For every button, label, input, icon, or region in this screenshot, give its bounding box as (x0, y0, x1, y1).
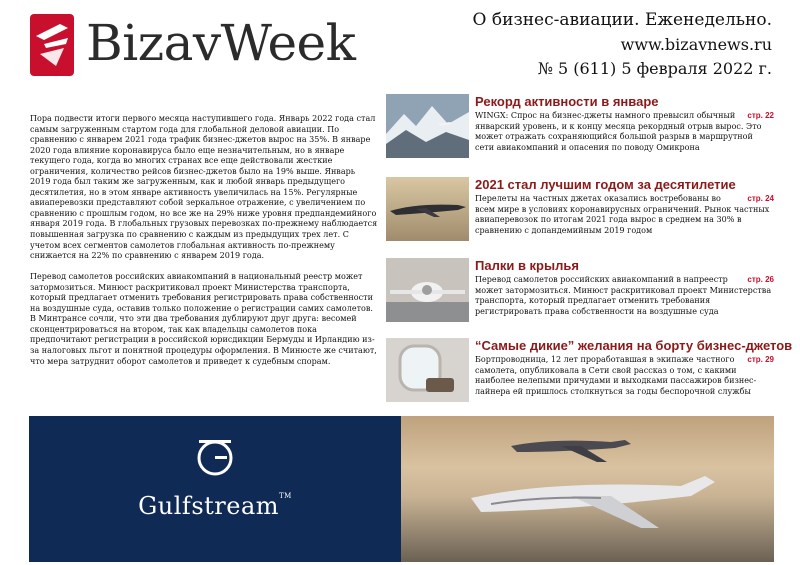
masthead-info (473, 10, 772, 79)
lead-paragraph-2: Перевод самолетов российских авиакомпаний в национальный реестр может затормозиться. Минюст раскритиковал проект Министерства транспорта, который предлагает отменить требования регистрировать права собственности на воздушные суда, оставив только положение о регистрации самих самолетов. В Минтрансе сочли, что эти два требования дублируют друг друга: весомей сконцентрироваться на втором, так как владельцы самолетов пока предпочитают регистрации в российской юрисдикции Бермуды и Ирландию из-за налоговых льгот и понятной процедуры оформления. В Минюсте же считают, что мера затруднит оборот самолетов и приведет к судебным спорам. (30, 272, 377, 366)
story-best-year[interactable] (386, 177, 774, 241)
story-title: “Самые дикие” желания на борту бизнес-джетов (475, 338, 793, 353)
story-image-jet-sunset (386, 177, 469, 241)
page-reference[interactable]: стр. 24 (747, 194, 774, 203)
gulfstream-brand-panel (29, 416, 401, 562)
story-record-activity[interactable] (386, 94, 774, 158)
story-text (475, 111, 774, 153)
story-image-cabin-window (386, 338, 469, 402)
story-wild-wishes[interactable] (386, 338, 793, 402)
story-text (475, 194, 774, 236)
gulfstream-jets-photo (401, 416, 774, 562)
tagline: О бизнес-авиации. Еженедельно. (472, 10, 772, 30)
story-summary: Перелеты на частных джетах оказались востребованы во всем мире в условиях коронавирусных ограничений. Рынок частных авиаперевозок по итогам 2021 года вырос в среднем на 30% в сравнению с допандемийным 2019 годом (475, 194, 770, 235)
story-title: 2021 стал лучшим годом за десятилетие (475, 177, 736, 192)
gulfstream-wordmark: Gulfstream™ (138, 492, 292, 520)
story-title: Палки в крылья (475, 258, 579, 273)
bizavweek-logo-mark (30, 14, 74, 76)
page-reference[interactable]: стр. 29 (747, 355, 774, 364)
story-summary: WINGX: Спрос на бизнес-джеты намного превысил обычный январский уровень, и к концу месяца рекордный отрыв вырос. Это может отражать сохраняющийся большой разрыв в маршрутной сети авиакомпаний и опасения по поводу Омикрона (475, 111, 762, 152)
brand-title: BizavWeek (86, 14, 356, 72)
jets-in-flight-icon (401, 416, 774, 562)
website-link[interactable]: www.bizavnews.ru (620, 35, 772, 55)
page-reference[interactable]: стр. 26 (747, 275, 774, 284)
issue-number: № 5 (611) 5 февраля 2022 г. (537, 59, 772, 79)
story-summary: Бортпроводница, 12 лет проработавшая в экипаже частного самолета, опубликовала в Сети свой рассказ о том, с какими наиболее нелепыми причудами и выходками пассажиров бизнес-лайнера ей пришлось столкнуться за годы беспорочной службы (475, 355, 757, 396)
gulfstream-logo-icon (29, 416, 401, 562)
story-sticks-in-wings[interactable] (386, 258, 774, 322)
story-title: Рекорд активности в январе (475, 94, 659, 109)
lead-paragraph-1: Пора подвести итоги первого месяца наступившего года. Январь 2022 года стал самым загруженным стартом года для глобальной деловой авиации. По сравнению с январем 2021 года трафик бизнес-джетов вырос на 35%. В январе 2020 года влияние коронавируса было еще незначительным, но в январе текущего года, когда во многих странах все еще действовали жесткие ограничения, количество рейсов бизнес-джетов было на 19% выше. Январь 2019 года был таким же загруженным, как и любой январь предыдущего десятилетия, но в этом январе активность увеличилась на 15%. Регулярные авиаперевозки представляют собой зеркальное отражение, с увеличением по сравнению с прошлым годом, но все же на 29% ниже уровня предпандемийного января 2019 года. В глобальных грузовых перевозках по-прежнему наблюдается повышенная загрузка по сравнению с каждым из предыдущих трех лет. С учетом всех сегментов самолетов глобальная активность по-прежнему снижается на 22% по сравнению с январем 2019 года. (30, 114, 378, 261)
page-reference[interactable]: стр. 22 (747, 111, 774, 120)
story-summary: Перевод самолетов российских авиакомпаний в напреестр может затормозиться. Минюст раскритиковал проект Министерства транспорта, который предлагает отменить требования регистрировать права собственности на воздушные суда (475, 275, 772, 316)
plane-tail-icon (30, 14, 74, 76)
story-image-jet-front (386, 258, 469, 322)
lead-article (30, 114, 378, 367)
story-image-mountain-jet (386, 94, 469, 158)
gulfstream-ad-banner[interactable] (29, 416, 774, 562)
story-text (475, 275, 774, 317)
story-text (475, 355, 774, 397)
